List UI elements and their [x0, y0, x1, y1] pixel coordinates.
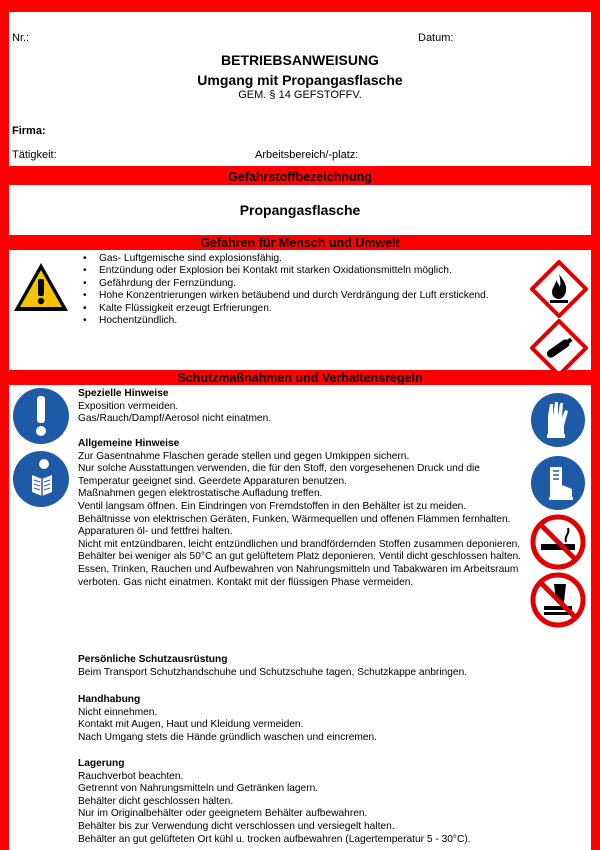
general-notes-line: Behältnisse von elektrischen Geräten, Funken, Wärmequellen und offenen Flammen fernhalten.: [78, 513, 511, 525]
storage-line: Nur im Originalbehälter oder geeignetem Behälter aufbewahren.: [78, 808, 368, 820]
ppe-line: Beim Transport Schutzhandschuhe und Schutzschuhe tagen, Schutzkappe anbringen.: [78, 666, 468, 678]
storage-heading: Lagerung: [78, 758, 125, 769]
storage-line: Behälter bis zur Verwendung dicht verschlossen und versiegelt halten.: [78, 820, 395, 832]
general-notes-line: Essen, Trinken, Rauchen und Aufbewahren von Nahrungsmitteln und Tabakwaren im Arbeitsraum verboten. Gas nicht einatmen. Kontakt mit der flüssigen Phase vermeiden.: [78, 563, 519, 588]
datum-label: Datum:: [418, 32, 454, 44]
hazard-list: [77, 253, 539, 327]
general-notes-line: Behälter bei weniger als 50°C an gut gelüftetem Platz deponieren. Ventil dicht geschlossen halten.: [78, 551, 521, 563]
measures-box: [9, 385, 591, 850]
firma-label: Firma:: [12, 125, 46, 137]
handling-line: Nicht einnehmen.: [78, 706, 158, 718]
flammable-ghs-icon: [530, 260, 588, 318]
handling-section: [78, 694, 533, 744]
ppe-section: [78, 654, 533, 679]
hazard-item: • Hohe Konzentrierungen wirken betäubend und durch Verdrängung der Luft erstickend.: [99, 290, 539, 302]
page-title: BETRIEBSANWEISUNG: [221, 52, 379, 68]
gas-cylinder-ghs-icon: [530, 319, 588, 377]
general-notes-line: Zur Gasentnahme Flaschen gerade stellen und gegen Umkippen sichern.: [78, 450, 410, 462]
wear-gloves-icon: [530, 392, 586, 448]
wear-safety-boots-icon: [530, 455, 586, 511]
special-notes-line: Gas/Rauch/Dampf/Aerosol nicht einatmen.: [78, 413, 272, 425]
handling-heading: Handhabung: [78, 694, 141, 705]
nr-label: Nr.:: [12, 32, 30, 44]
substance-box: [9, 185, 591, 235]
storage-line: Behälter dicht geschlossen halten.: [78, 795, 234, 807]
hazard-item: • Entzündung oder Explosion bei Kontakt mit starken Oxidationsmitteln möglich.: [99, 265, 539, 277]
no-smoking-icon: [530, 514, 586, 570]
read-manual-icon: [12, 450, 70, 508]
header-box: [9, 12, 591, 166]
special-notes-section: [78, 388, 533, 426]
operating-instruction-sheet: [9, 12, 591, 850]
page-subtitle: Umgang mit Propangasflasche: [197, 72, 403, 88]
general-notes-heading: Allgemeine Hinweise: [78, 438, 180, 449]
substance-name: Propangasflasche: [239, 202, 361, 218]
general-notes-line: Nur solche Ausstattungen verwenden, die für den Stoff, den vorgesehenen Druck und die Temperatur geeignet sind. Geerdete Apparaturen benutzen.: [78, 463, 480, 487]
hazard-item: • Kalte Flüssigkeit erzeugt Erfrierungen.: [99, 303, 539, 315]
general-notes-line: Ventil langsam öffnen. Ein Eindringen von Fremdstoffen in den Behälter ist zu meiden.: [78, 500, 467, 512]
handling-line: Nach Umgang stets die Hände gründlich waschen und eincremen.: [78, 731, 378, 743]
general-mandatory-icon: [12, 387, 70, 445]
substance-section-bar: Gefahrstoffbezeichnung: [9, 170, 591, 184]
taetigkeit-label: Tätigkeit:: [12, 149, 57, 161]
storage-line: Rauchverbot beachten.: [78, 770, 184, 782]
storage-line: Getrennt von Nahrungsmitteln und Getränken lagern.: [78, 783, 319, 795]
hazard-item: • Hochentzündlich.: [99, 315, 539, 327]
no-eating-drinking-icon: [530, 572, 586, 628]
general-notes-line: Maßnahmen gegen elektrostatische Aufladung treffen.: [78, 488, 323, 500]
general-notes-line: Apparaturen öl- und fettfrei halten.: [78, 526, 233, 538]
handling-line: Kontakt mit Augen, Haut und Kleidung vermeiden.: [78, 719, 304, 731]
hazard-item: • Gefährdung der Fernzündung.: [99, 278, 539, 290]
hazard-item: • Gas- Luftgemische sind explosionsfähig.: [99, 253, 539, 265]
hazards-section-bar: Gefahren für Mensch und Umwelt: [9, 236, 591, 250]
general-notes-section: [78, 438, 528, 589]
special-notes-line: Exposition vermeiden.: [78, 400, 179, 412]
measures-section-bar: Schutzmaßnahmen und Verhaltensregeln: [9, 371, 591, 385]
arbeitsbereich-label: Arbeitsbereich/-platz:: [255, 149, 359, 161]
special-notes-heading: Spezielle Hinweise: [78, 388, 169, 399]
general-notes-line: Nicht mit entzündbaren, leicht entzündlichen und brandfördernden Stoffen zusammen deponieren.: [78, 538, 521, 550]
regulation-reference: GEM. § 14 GEFSTOFFV.: [238, 89, 362, 101]
hazards-box: [9, 250, 591, 370]
general-warning-icon: [12, 261, 70, 313]
ppe-heading: Persönliche Schutzausrüstung: [78, 654, 228, 665]
storage-line: Behälter an gut gelüfteten Ort kühl u. trocken aufbewahren (Lagertemperatur 5 - 30°C).: [78, 833, 471, 845]
storage-section: [78, 758, 533, 846]
